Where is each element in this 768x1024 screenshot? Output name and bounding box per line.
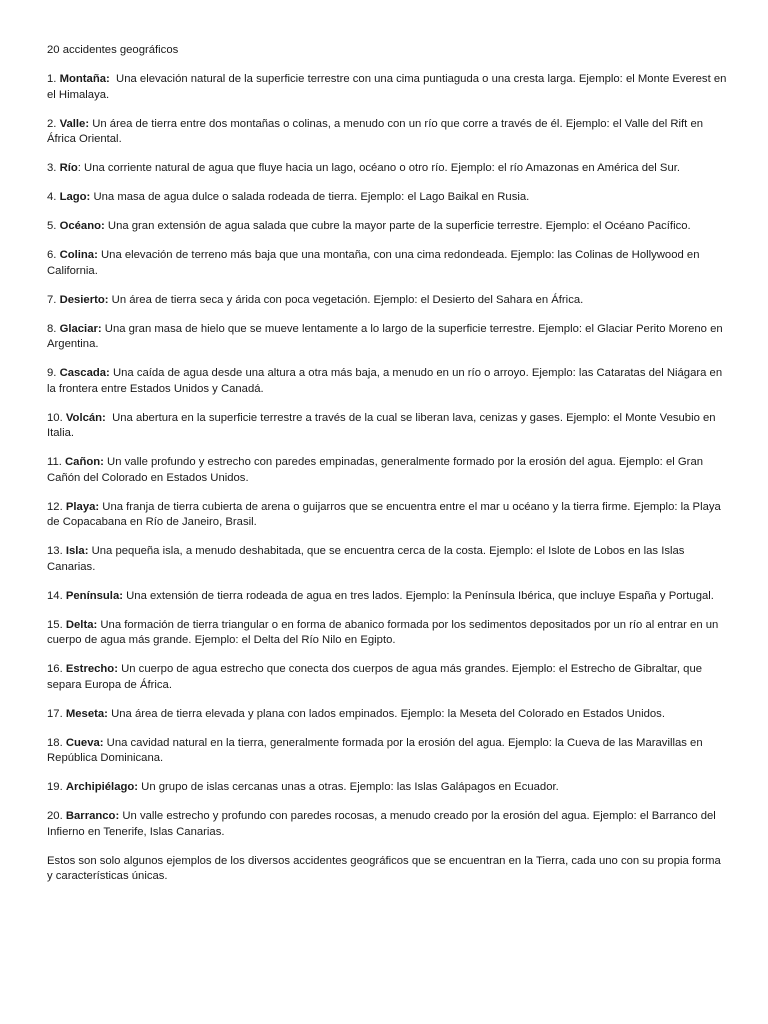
entry-text: Una pequeña isla, a menudo deshabitada, que se encuentra cerca de la costa. Ejemplo: el Islote de Lobos en las Islas Canarias. bbox=[47, 545, 685, 573]
entry-term: Barranco: bbox=[65, 810, 120, 822]
entry-text: Una elevación natural de la superficie terrestre con una cima puntiaguda o una cresta larga. Ejemplo: el Monte Everest en el Himalaya. bbox=[47, 73, 730, 101]
entry-number: 4. bbox=[47, 191, 57, 203]
list-item bbox=[47, 366, 728, 397]
list-item bbox=[47, 618, 728, 649]
list-item bbox=[47, 190, 728, 206]
entry-term: Estrecho: bbox=[65, 663, 118, 675]
entry-term: Playa: bbox=[65, 500, 100, 513]
entry-text: Una franja de tierra cubierta de arena o guijarros que se encuentra entre el mar u océano y la tierra firme. Ejemplo: la Playa de Copacabana en Río de Janeiro, Brasil. bbox=[47, 500, 721, 528]
list-item bbox=[47, 161, 728, 177]
entry-text: Un valle estrecho y profundo con paredes rocosas, a menudo creado por la erosión del agua. Ejemplo: el Barranco del Infierno en Tenerife, Islas Canarias. bbox=[47, 810, 716, 838]
entry-number: 13. bbox=[47, 545, 63, 557]
entry-term: Archipiélago: bbox=[65, 781, 139, 793]
entry-number: 9. bbox=[47, 367, 57, 379]
entry-number: 16. bbox=[47, 663, 63, 675]
entry-term: Delta: bbox=[65, 618, 98, 631]
entry-number: 14. bbox=[47, 589, 63, 602]
entry-number: 17. bbox=[47, 707, 63, 720]
entry-text: Un área de tierra seca y árida con poca vegetación. Ejemplo: el Desierto del Sahara en África. bbox=[108, 293, 584, 306]
entry-number: 5. bbox=[47, 220, 57, 232]
list-item bbox=[47, 117, 728, 148]
entry-term: Río bbox=[59, 162, 78, 174]
entry-number: 8. bbox=[47, 322, 57, 335]
entry-term: Glaciar: bbox=[59, 322, 102, 335]
entry-term: Volcán: bbox=[65, 411, 106, 424]
entry-text: Una gran masa de hielo que se mueve lentamente a lo largo de la superficie terrestre. Ejemplo: el Glaciar Perito Moreno en Argentina. bbox=[47, 322, 723, 350]
entry-term: Isla: bbox=[65, 545, 89, 557]
entry-number: 7. bbox=[47, 293, 57, 306]
list-item bbox=[47, 455, 728, 486]
entry-number: 1. bbox=[47, 73, 57, 85]
entry-text: Un cuerpo de agua estrecho que conecta dos cuerpos de agua más grandes. Ejemplo: el Estrecho de Gibraltar, que separa Europa de África. bbox=[47, 663, 703, 691]
entry-text: Una masa de agua dulce o salada rodeada de tierra. Ejemplo: el Lago Baikal en Rusia. bbox=[90, 191, 530, 203]
entry-text: Una área de tierra elevada y plana con lados empinados. Ejemplo: la Meseta del Colorado en Estados Unidos. bbox=[107, 707, 665, 720]
list-item bbox=[47, 293, 728, 309]
document-title: 20 accidentes geográficos bbox=[47, 44, 179, 56]
entry-text: Una formación de tierra triangular o en forma de abanico formada por los sedimentos depositados por un río al entrar en un cuerpo de agua más grande. Ejemplo: el Delta del Río Nilo en Egipto. bbox=[47, 618, 719, 646]
entry-term: Montaña: bbox=[59, 73, 110, 85]
entry-text: Una caída de agua desde una altura a otra más baja, a menudo en un río o arroyo. Ejemplo: las Cataratas del Niágara en la frontera entre Estados Unidos y Canadá. bbox=[47, 367, 723, 395]
entry-term: Meseta: bbox=[65, 707, 108, 720]
entry-number: 2. bbox=[47, 117, 57, 130]
entry-number: 6. bbox=[47, 249, 57, 261]
list-item bbox=[47, 809, 728, 840]
entry-text: Una elevación de terreno más baja que una montaña, con una cima redondeada. Ejemplo: las Colinas de Hollywood en California. bbox=[47, 249, 700, 277]
entry-term: Valle: bbox=[59, 117, 90, 130]
entry-text: Un valle profundo y estrecho con paredes empinadas, generalmente formado por la erosión del agua. Ejemplo: el Gran Cañón del Colorado en Estados Unidos. bbox=[47, 456, 704, 484]
entry-text: Un área de tierra entre dos montañas o colinas, a menudo con un río que corre a través de él. Ejemplo: el Valle del Rift en África Oriental. bbox=[47, 117, 704, 145]
entry-term: Península: bbox=[65, 589, 123, 602]
entries-list bbox=[47, 72, 728, 840]
entry-text: Un grupo de islas cercanas unas a otras. Ejemplo: las Islas Galápagos en Ecuador. bbox=[138, 781, 559, 793]
entry-number: 11. bbox=[47, 456, 62, 468]
entry-term: Lago: bbox=[59, 191, 91, 203]
list-item bbox=[47, 780, 728, 796]
entry-number: 10. bbox=[47, 411, 63, 424]
entry-term: Cascada: bbox=[59, 367, 110, 379]
list-item bbox=[47, 411, 728, 442]
entry-term: Océano: bbox=[59, 220, 105, 232]
entry-number: 20. bbox=[47, 810, 63, 822]
entry-text: Una cavidad natural en la tierra, generalmente formada por la erosión del agua. Ejemplo: la Cueva de las Maravillas en República Dominicana. bbox=[47, 736, 703, 764]
closing-paragraph: Estos son solo algunos ejemplos de los diversos accidentes geográficos que se encuentran en la Tierra, cada uno con su propia forma y características únicas. bbox=[47, 854, 721, 882]
list-item bbox=[47, 736, 728, 767]
list-item bbox=[47, 219, 728, 235]
entry-text: : Una corriente natural de agua que fluye hacia un lago, océano o otro río. Ejemplo: el río Amazonas en América del Sur. bbox=[77, 162, 681, 174]
entry-number: 3. bbox=[47, 162, 57, 174]
entry-text: Una gran extensión de agua salada que cubre la mayor parte de la superficie terrestre. Ejemplo: el Océano Pacífico. bbox=[104, 220, 691, 232]
entry-number: 19. bbox=[47, 781, 63, 793]
entry-text: Una abertura en la superficie terrestre a través de la cual se liberan lava, cenizas y gases. Ejemplo: el Monte Vesubio en Italia. bbox=[47, 411, 719, 439]
entry-number: 15. bbox=[47, 618, 63, 631]
list-item bbox=[47, 248, 728, 279]
entry-text: Una extensión de tierra rodeada de agua en tres lados. Ejemplo: la Península Ibérica, que incluye España y Portugal. bbox=[122, 589, 714, 602]
entry-term: Colina: bbox=[59, 249, 98, 261]
entry-number: 18. bbox=[47, 736, 63, 749]
entry-number: 12. bbox=[47, 500, 63, 513]
list-item bbox=[47, 500, 728, 531]
list-item bbox=[47, 72, 728, 103]
list-item bbox=[47, 707, 728, 723]
list-item bbox=[47, 544, 728, 575]
entry-term: Desierto: bbox=[59, 293, 109, 306]
entry-term: Cañon: bbox=[65, 456, 104, 468]
list-item bbox=[47, 662, 728, 693]
list-item bbox=[47, 322, 728, 353]
list-item bbox=[47, 589, 728, 605]
entry-term: Cueva: bbox=[65, 736, 104, 749]
